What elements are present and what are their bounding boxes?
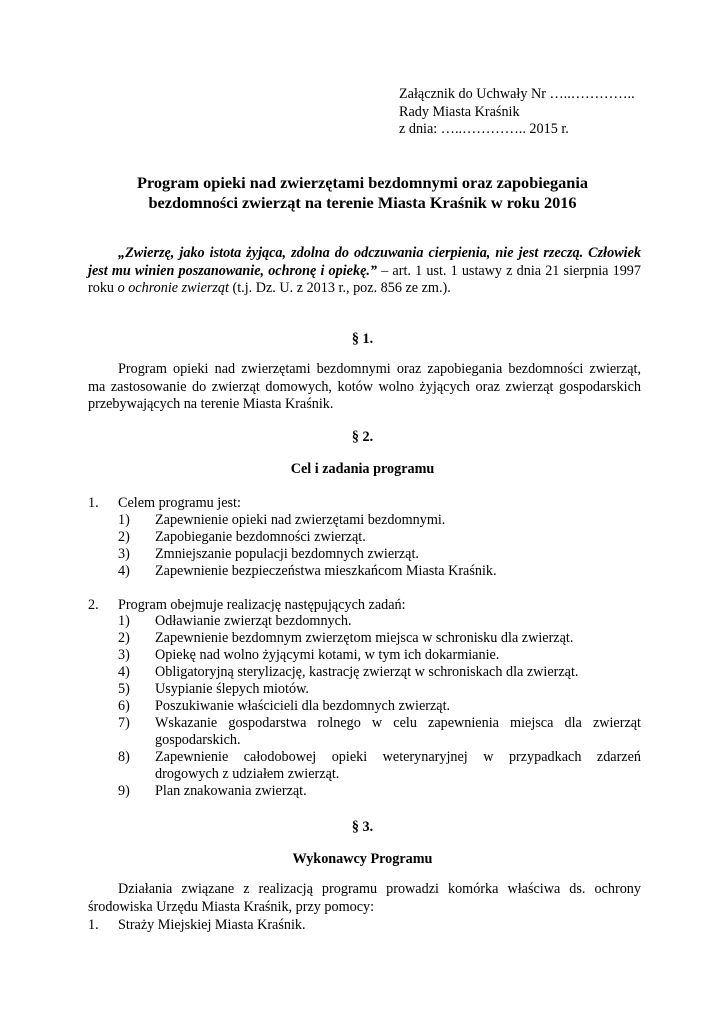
section-2-subheading: Cel i zadania programu <box>290 461 435 477</box>
task-item-number: 2) <box>118 630 130 646</box>
attachment-line-3: z dnia: …..………….. 2015 r. <box>399 121 569 137</box>
section-3-paragraph: Działania związane z realizacją programu prowadzi komórka właściwa ds. ochrony środowiska Urzędu Miasta Kraśnik, przy pomocy: <box>88 881 641 915</box>
section-3-heading: § 3. <box>351 819 374 835</box>
goal-item: Zmniejszanie populacji bezdomnych zwierząt. <box>155 546 419 562</box>
quote-reference: (t.j. Dz. U. z 2013 r., poz. 856 ze zm.). <box>228 280 451 296</box>
task-list-intro: Program obejmuje realizację następujących zadań: <box>118 597 406 613</box>
goal-item-number: 3) <box>118 546 130 562</box>
section-1-heading: § 1. <box>351 331 374 347</box>
task-item-number: 3) <box>118 647 130 663</box>
goal-item: Zapewnienie opieki nad zwierzętami bezdomnymi. <box>155 512 446 528</box>
task-item-number: 9) <box>118 783 130 799</box>
task-item-number: 6) <box>118 698 130 714</box>
quote-text: „Zwierzę, jako istota żyjąca, zdolna do odczuwania cierpienia, nie jest rzeczą. Człowiek jest mu winien poszanowanie, ochronę i opiekę.” <box>88 245 641 279</box>
task-item: Usypianie ślepych miotów. <box>155 681 309 697</box>
document-title-line-1: Program opieki nad zwierzętami bezdomnymi oraz zapobiegania <box>137 173 588 192</box>
task-item-number: 7) <box>118 715 130 731</box>
attachment-line-2: Rady Miasta Kraśnik <box>399 104 520 120</box>
goal-list-number: 1. <box>88 495 99 511</box>
goal-item-number: 1) <box>118 512 130 528</box>
goal-item-number: 4) <box>118 563 130 579</box>
task-list-number: 2. <box>88 597 99 613</box>
task-item-continuation: gospodarskich. <box>155 732 241 748</box>
quote-act-title: o ochronie zwierząt <box>117 280 229 296</box>
goal-list-intro: Celem programu jest: <box>118 495 241 511</box>
task-item-number: 1) <box>118 613 130 629</box>
executor-list-item: Straży Miejskiej Miasta Kraśnik. <box>118 917 306 933</box>
task-item: Odławianie zwierząt bezdomnych. <box>155 613 352 629</box>
task-item: Wskazanie gospodarstwa rolnego w celu zapewnienia miejsca dla zwierząt <box>155 715 641 731</box>
task-item-number: 4) <box>118 664 130 680</box>
executor-list-number: 1. <box>88 917 99 933</box>
task-item-number: 5) <box>118 681 130 697</box>
document-title-line-2: bezdomności zwierząt na terenie Miasta Kraśnik w roku 2016 <box>148 193 577 212</box>
goal-item-number: 2) <box>118 529 130 545</box>
task-item: Obligatoryjną sterylizację, kastrację zwierząt w schroniskach dla zwierząt. <box>155 664 579 680</box>
task-item: Opiekę nad wolno żyjącymi kotami, w tym ich dokarmianie. <box>155 647 500 663</box>
quote-citation: – art. 1 ust. 1 ustawy z dnia 21 sierpnia 1997 roku <box>88 262 641 296</box>
task-item: Plan znakowania zwierząt. <box>155 783 307 799</box>
goal-item: Zapobieganie bezdomności zwierząt. <box>155 529 366 545</box>
task-item: Poszukiwanie właścicieli dla bezdomnych zwierząt. <box>155 698 451 714</box>
quote-paragraph <box>88 245 641 298</box>
goal-item: Zapewnienie bezpieczeństwa mieszkańcom Miasta Kraśnik. <box>155 563 497 579</box>
section-2-heading: § 2. <box>351 429 374 445</box>
task-item: Zapewnienie całodobowej opieki weterynaryjnej w przypadkach zdarzeń <box>155 749 641 765</box>
section-3-subheading: Wykonawcy Programu <box>292 851 433 867</box>
attachment-line-1: Załącznik do Uchwały Nr …..………….. <box>399 86 635 102</box>
task-item: Zapewnienie bezdomnym zwierzętom miejsca w schronisku dla zwierząt. <box>155 630 574 646</box>
task-item-number: 8) <box>118 749 130 765</box>
section-1-paragraph: Program opieki nad zwierzętami bezdomnymi oraz zapobiegania bezdomności zwierząt, ma zastosowanie do zwierząt domowych, kotów wolno żyjących oraz zwierząt gospodarskich przebywających na terenie Miasta Kraśnik. <box>88 361 641 412</box>
task-item-continuation: drogowych z udziałem zwierząt. <box>155 766 340 782</box>
